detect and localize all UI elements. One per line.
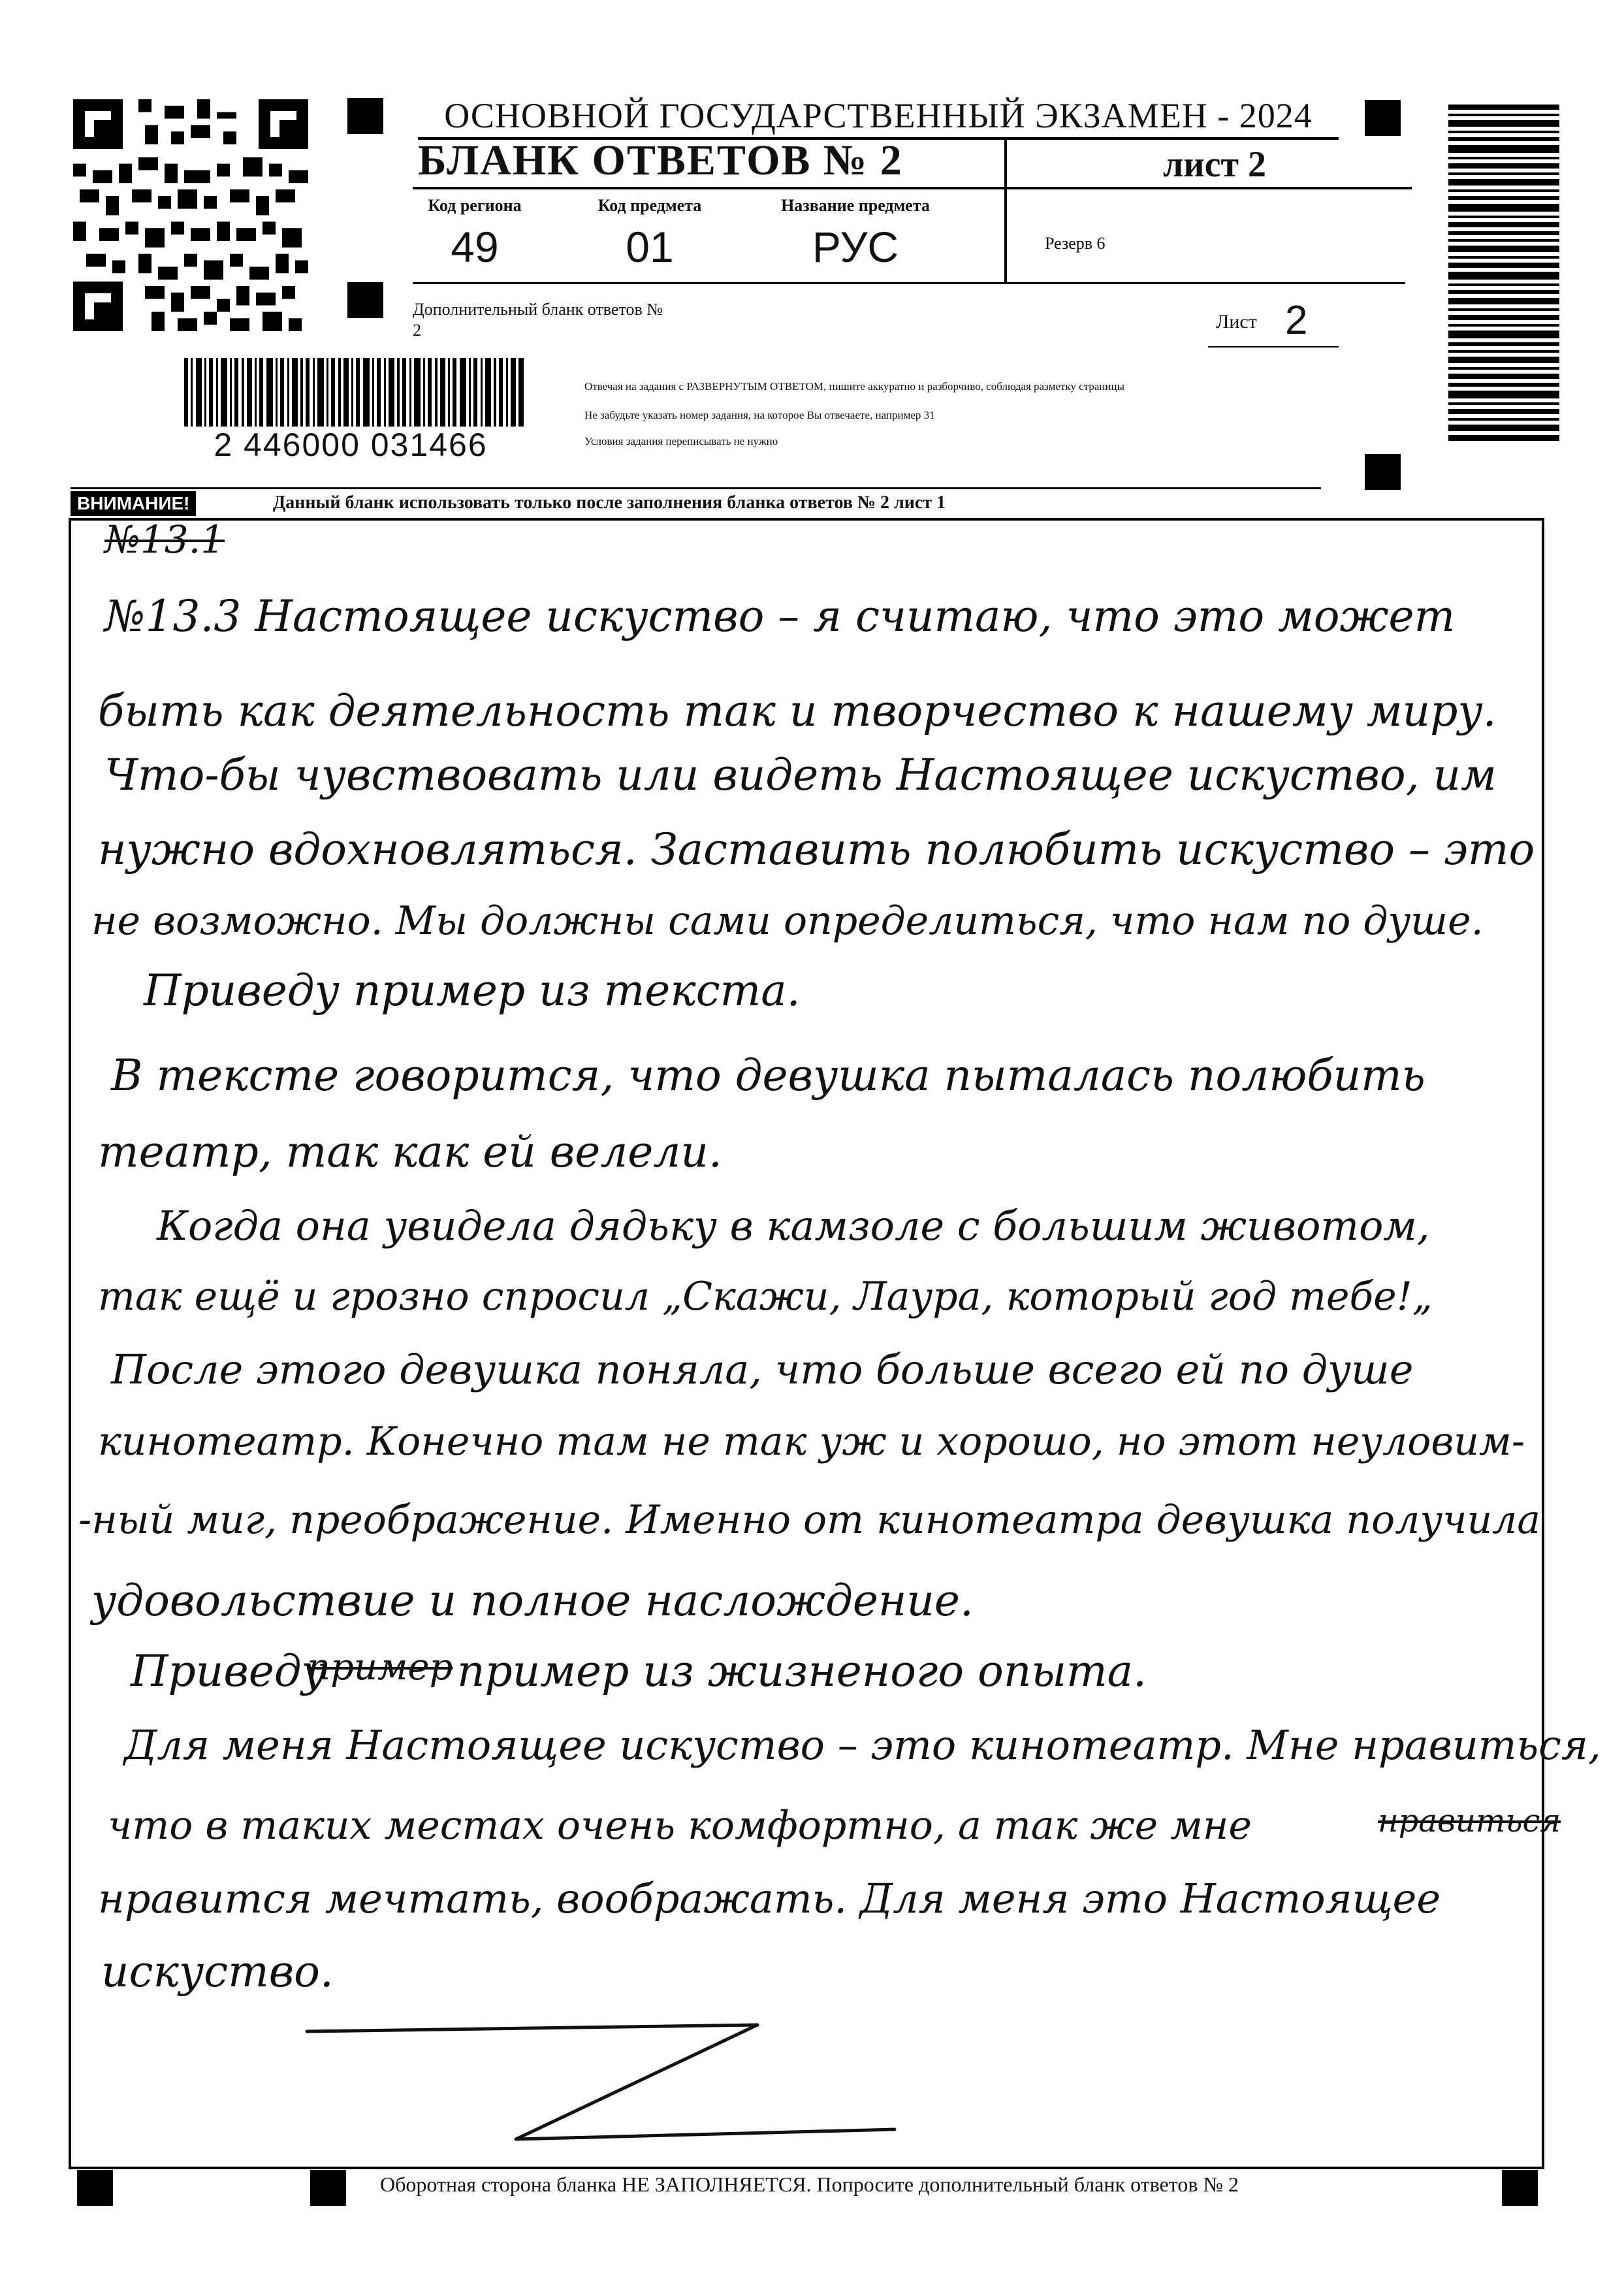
registration-mark	[1365, 454, 1401, 490]
footer-note: Оборотная сторона бланка НЕ ЗАПОЛНЯЕТСЯ. Попросите дополнительный бланк ответов № 2	[380, 2173, 1239, 2196]
answer-line: -ный миг, преображение. Именно от кинотеатра девушка получила	[78, 1497, 1541, 1543]
form-barcode	[184, 358, 524, 427]
answer-line: нужно вдохновляться. Заставить полюбить искуство – это	[98, 824, 1535, 875]
subject-code-label: Код предмета	[597, 196, 702, 215]
answer-line: театр, так как ей велели.	[98, 1127, 722, 1177]
answer-line: Когда она увидела дядьку в камзоле с большим животом,	[157, 1202, 1430, 1250]
warning-text: Данный бланк использовать только после заполнения бланка ответов № 2 лист 1	[273, 493, 946, 513]
qr-code	[73, 99, 308, 331]
answer-line: Приведу пример из текста.	[144, 965, 801, 1016]
barcode-number: 2 446000 031466	[214, 427, 488, 463]
answer-line: После этого девушка поняла, что больше всего ей по душе	[111, 1346, 1414, 1393]
answer-line: нравится мечтать, воображать. Для меня это Настоящее	[98, 1875, 1441, 1922]
instruction-note: Не забудьте указать номер задания, на которое Вы отвечаете, например 31	[584, 409, 935, 421]
answer-line: №13.3 Настоящее искуство – я считаю, что это может	[104, 591, 1456, 641]
registration-mark	[310, 2170, 346, 2206]
subject-name-value: РУС	[812, 223, 899, 271]
qr-finder	[259, 99, 308, 149]
crossed-word: нравиться	[1378, 1803, 1561, 1839]
answer-line: быть как деятельность так и творчество к нашему миру.	[98, 686, 1497, 736]
instruction-note: Отвечая на задания с РАЗВЕРНУТЫМ ОТВЕТОМ, пишите аккуратно и разборчиво, соблюдая разметку страницы	[584, 380, 1125, 393]
closing-z-mark	[287, 1992, 914, 2142]
answer-line: В тексте говорится, что девушка пыталась полюбить	[111, 1050, 1425, 1101]
answer-line: искуство.	[101, 1947, 334, 1997]
crossed-word: пример	[307, 1646, 453, 1688]
side-barcode	[1448, 105, 1559, 441]
subject-name-label: Название предмета	[781, 196, 930, 215]
instruction-note: Условия задания переписывать не нужно	[584, 435, 778, 447]
extra-sheet-label: Дополнительный бланк ответов № 2	[413, 300, 663, 340]
registration-mark	[347, 282, 383, 318]
answer-line: что в таких местах очень комфортно, а так же мне	[108, 1803, 1252, 1849]
answer-line: Для меня Настоящее искуство – это кинотеатр. Мне нравиться,	[124, 1721, 1601, 1769]
sheet-title: лист 2	[1162, 144, 1267, 185]
qr-finder	[73, 282, 123, 331]
region-label: Код региона	[428, 196, 522, 215]
answer-line: кинотеатр. Конечно там не так уж и хорошо, но этот неуловим-	[98, 1419, 1525, 1464]
divider	[413, 282, 1405, 284]
answer-line-end: пример из жизненого опыта.	[457, 1646, 1147, 1696]
answer-line-start: Приведу	[131, 1646, 326, 1696]
divider	[1208, 346, 1339, 347]
subject-code-value: 01	[626, 223, 674, 271]
registration-mark	[1502, 2170, 1538, 2206]
registration-mark	[77, 2170, 113, 2206]
answer-line: не возможно. Мы должны сами определиться, что нам по душе.	[91, 898, 1484, 944]
sheet-number-value: 2	[1285, 298, 1308, 343]
crossed-task-number: №13.1	[104, 517, 225, 562]
region-value: 49	[451, 223, 499, 271]
form-title: БЛАНК ОТВЕТОВ № 2	[418, 137, 903, 184]
exam-title: ОСНОВНОЙ ГОСУДАРСТВЕННЫЙ ЭКЗАМЕН - 2024	[444, 96, 1313, 135]
answer-line: Что-бы чувствовать или видеть Настоящее искуство, им	[104, 750, 1497, 800]
qr-finder	[73, 99, 123, 149]
warning-badge: ВНИМАНИЕ!	[71, 491, 196, 516]
reserve-label: Резерв 6	[1045, 234, 1106, 253]
answer-line: удовольствие и полное наслождение.	[91, 1575, 974, 1626]
registration-mark	[1365, 100, 1401, 136]
sheet-number-label: Лист	[1216, 311, 1257, 332]
answer-line: так ещё и грозно спросил „Скажи, Лаура, который год тебе!„	[98, 1274, 1433, 1319]
registration-mark	[347, 98, 383, 134]
divider	[71, 487, 1321, 489]
